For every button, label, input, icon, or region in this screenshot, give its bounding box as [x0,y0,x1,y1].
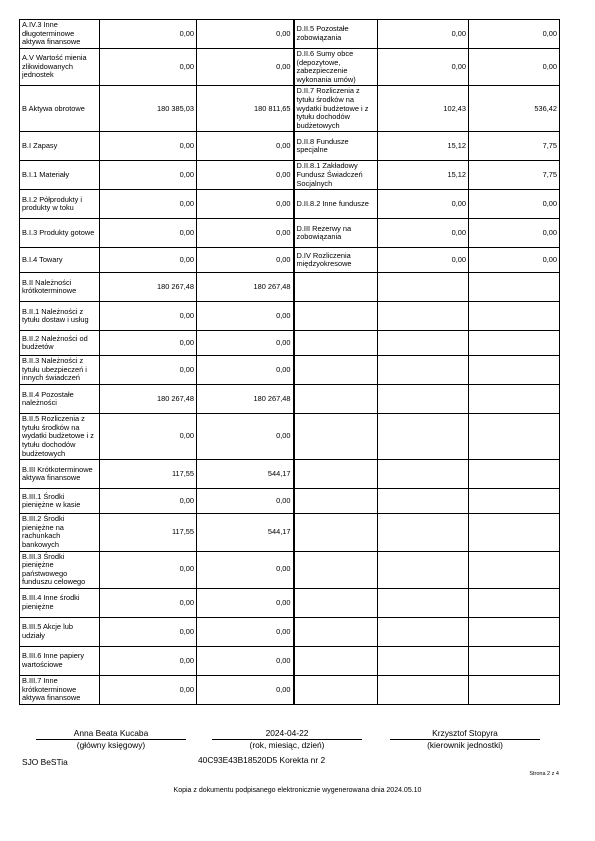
asset-value-current: 180 267,48 [197,273,294,302]
asset-value-previous: 0,00 [100,414,197,460]
accountant-role: (główny księgowy) [36,739,186,751]
asset-label: B.III.6 Inne papiery wartościowe [20,646,100,675]
liability-value-current [469,273,560,302]
balance-sheet-table [19,19,560,705]
asset-value-current: 0,00 [197,489,294,514]
liability-value-previous [378,331,469,356]
liability-label [294,414,378,460]
table-row [20,161,560,190]
liability-value-current [469,414,560,460]
liability-label [294,588,378,617]
liability-label: D.II.8.2 Inne fundusze [294,190,378,219]
page-number: Strona 2 z 4 [529,771,559,777]
liability-value-current [469,675,560,704]
liability-label [294,331,378,356]
liability-value-previous: 0,00 [378,190,469,219]
table-row [20,514,560,551]
document-id: 40C93E43B18520D5 Korekta nr 2 [198,755,326,765]
table-row [20,646,560,675]
signature-date-role: (rok, miesiąc, dzień) [212,739,362,751]
liability-value-current [469,646,560,675]
liability-value-current [469,588,560,617]
asset-value-current: 0,00 [197,356,294,385]
asset-label: B.II.4 Pozostałe należności [20,385,100,414]
table-row [20,617,560,646]
table-row [20,588,560,617]
asset-value-previous: 117,55 [100,460,197,489]
liability-value-current: 0,00 [469,248,560,273]
asset-label: B.II.1 Należności z tytułu dostaw i usług [20,302,100,331]
asset-value-current: 180 267,48 [197,385,294,414]
asset-value-previous: 0,00 [100,49,197,86]
asset-value-previous: 0,00 [100,646,197,675]
liability-value-current: 7,75 [469,132,560,161]
liability-value-current: 0,00 [469,20,560,49]
system-name: SJO BeSTia [22,757,68,767]
asset-label: B.I.4 Towary [20,248,100,273]
table-row [20,219,560,248]
liability-value-previous: 0,00 [378,20,469,49]
table-row [20,86,560,132]
manager-role: (kierownik jednostki) [390,739,540,751]
liability-value-current: 0,00 [469,219,560,248]
liability-value-current: 7,75 [469,161,560,190]
table-row [20,20,560,49]
liability-value-previous [378,489,469,514]
table-row [20,460,560,489]
liability-value-current [469,331,560,356]
liability-label [294,356,378,385]
asset-label: B.III.4 Inne środki pieniężne [20,588,100,617]
table-row [20,248,560,273]
liability-value-previous: 15,12 [378,132,469,161]
liability-value-current: 0,00 [469,49,560,86]
asset-value-current: 0,00 [197,219,294,248]
table-row [20,273,560,302]
asset-value-previous: 0,00 [100,132,197,161]
asset-value-previous: 0,00 [100,675,197,704]
asset-label: B.III.7 Inne krótkoterminowe aktywa finansowe [20,675,100,704]
asset-value-current: 0,00 [197,49,294,86]
asset-label: A.V Wartość mienia zlikwidowanych jednostek [20,49,100,86]
asset-value-previous: 0,00 [100,551,197,588]
table-row [20,551,560,588]
asset-value-current: 0,00 [197,588,294,617]
liability-label [294,385,378,414]
asset-value-previous: 0,00 [100,617,197,646]
asset-label: B Aktywa obrotowe [20,86,100,132]
asset-value-current: 0,00 [197,414,294,460]
liability-value-current [469,302,560,331]
signature-manager [390,728,540,751]
asset-label: B.III.5 Akcje lub udziały [20,617,100,646]
liability-label [294,646,378,675]
liability-value-previous [378,385,469,414]
liability-value-current: 0,00 [469,190,560,219]
asset-value-previous: 0,00 [100,331,197,356]
asset-value-current: 0,00 [197,646,294,675]
asset-label: B.III.2 Środki pieniężne na rachunkach bankowych [20,514,100,551]
accountant-name: Anna Beata Kucaba [73,728,149,738]
signature-date-value: 2024-04-22 [265,728,309,738]
liability-value-previous [378,675,469,704]
liability-label [294,489,378,514]
signature-accountant [36,728,186,751]
asset-value-previous: 180 267,48 [100,385,197,414]
table-row [20,331,560,356]
liability-value-previous [378,646,469,675]
asset-value-current: 0,00 [197,675,294,704]
table-row [20,190,560,219]
liability-value-previous [378,302,469,331]
asset-label: B.I.1 Materiały [20,161,100,190]
liability-value-current [469,514,560,551]
table-row [20,132,560,161]
table-row [20,385,560,414]
liability-label [294,460,378,489]
liability-value-previous: 0,00 [378,219,469,248]
asset-label: B.I Zapasy [20,132,100,161]
asset-value-current: 0,00 [197,302,294,331]
asset-value-previous: 117,55 [100,514,197,551]
asset-value-current: 0,00 [197,132,294,161]
liability-value-previous: 0,00 [378,248,469,273]
liability-label [294,302,378,331]
asset-label: A.IV.3 Inne długoterminowe aktywa finansowe [20,20,100,49]
asset-label: B.II Należności krótkoterminowe [20,273,100,302]
liability-value-previous [378,273,469,302]
liability-label [294,617,378,646]
liability-label: D.II.5 Pozostałe zobowiązania [294,20,378,49]
liability-value-current [469,551,560,588]
liability-value-previous [378,551,469,588]
liability-value-previous: 15,12 [378,161,469,190]
asset-value-previous: 0,00 [100,219,197,248]
balance-sheet-body [20,20,560,705]
asset-value-previous: 0,00 [100,489,197,514]
asset-value-current: 0,00 [197,551,294,588]
liability-value-current [469,489,560,514]
liability-value-previous [378,588,469,617]
liability-label [294,514,378,551]
liability-value-current [469,385,560,414]
asset-label: B.II.5 Rozliczenia z tytułu środków na wydatki budżetowe i z tytułu dochodów budżetowych [20,414,100,460]
liability-label: D.II.7 Rozliczenia z tytułu środków na wydatki budżetowe i z tytułu dochodów budżetowych [294,86,378,132]
signature-date [212,728,362,751]
asset-value-current: 0,00 [197,190,294,219]
liability-value-previous [378,414,469,460]
liability-value-previous [378,514,469,551]
asset-label: B.II.2 Należności od budżetów [20,331,100,356]
liability-value-previous: 0,00 [378,49,469,86]
liability-value-previous [378,356,469,385]
liability-label [294,551,378,588]
table-row [20,414,560,460]
asset-label: B.III.3 Środki pieniężne państwowego funduszu celowego [20,551,100,588]
asset-label: B.I.2 Półprodukty i produkty w toku [20,190,100,219]
copy-note: Kopia z dokumentu podpisanego elektronicznie wygenerowana dnia 2024.05.10 [173,787,422,794]
asset-value-current: 544,17 [197,460,294,489]
asset-label: B.II.3 Należności z tytułu ubezpieczeń i innych świadczeń [20,356,100,385]
liability-value-previous [378,617,469,646]
asset-value-previous: 180 385,03 [100,86,197,132]
liability-value-previous [378,460,469,489]
table-row [20,675,560,704]
asset-label: B.I.3 Produkty gotowe [20,219,100,248]
table-row [20,489,560,514]
asset-value-current: 0,00 [197,617,294,646]
table-row [20,302,560,331]
manager-name: Krzysztof Stopyra [432,728,498,738]
asset-value-previous: 0,00 [100,161,197,190]
asset-value-current: 0,00 [197,331,294,356]
asset-label: B.III Krótkoterminowe aktywa finansowe [20,460,100,489]
asset-value-previous: 0,00 [100,588,197,617]
liability-label: D.II.8.1 Zakładowy Fundusz Świadczeń Socjalnych [294,161,378,190]
asset-value-current: 0,00 [197,20,294,49]
asset-value-previous: 180 267,48 [100,273,197,302]
asset-value-current: 544,17 [197,514,294,551]
liability-label [294,675,378,704]
liability-value-current [469,617,560,646]
liability-value-current [469,460,560,489]
liability-label: D.II.8 Fundusze specjalne [294,132,378,161]
liability-value-current: 536,42 [469,86,560,132]
asset-value-previous: 0,00 [100,356,197,385]
liability-label: D.III Rezerwy na zobowiązania [294,219,378,248]
table-row [20,356,560,385]
table-row [20,49,560,86]
asset-value-previous: 0,00 [100,248,197,273]
liability-value-previous: 102,43 [378,86,469,132]
asset-label: B.III.1 Środki pieniężne w kasie [20,489,100,514]
asset-value-previous: 0,00 [100,302,197,331]
asset-value-current: 0,00 [197,248,294,273]
liability-label: D.II.6 Sumy obce (depozytowe, zabezpieczenie wykonania umów) [294,49,378,86]
asset-value-current: 180 811,65 [197,86,294,132]
liability-value-current [469,356,560,385]
asset-value-previous: 0,00 [100,190,197,219]
asset-value-previous: 0,00 [100,20,197,49]
liability-label [294,273,378,302]
asset-value-current: 0,00 [197,161,294,190]
liability-label: D.IV Rozliczenia międzyokresowe [294,248,378,273]
